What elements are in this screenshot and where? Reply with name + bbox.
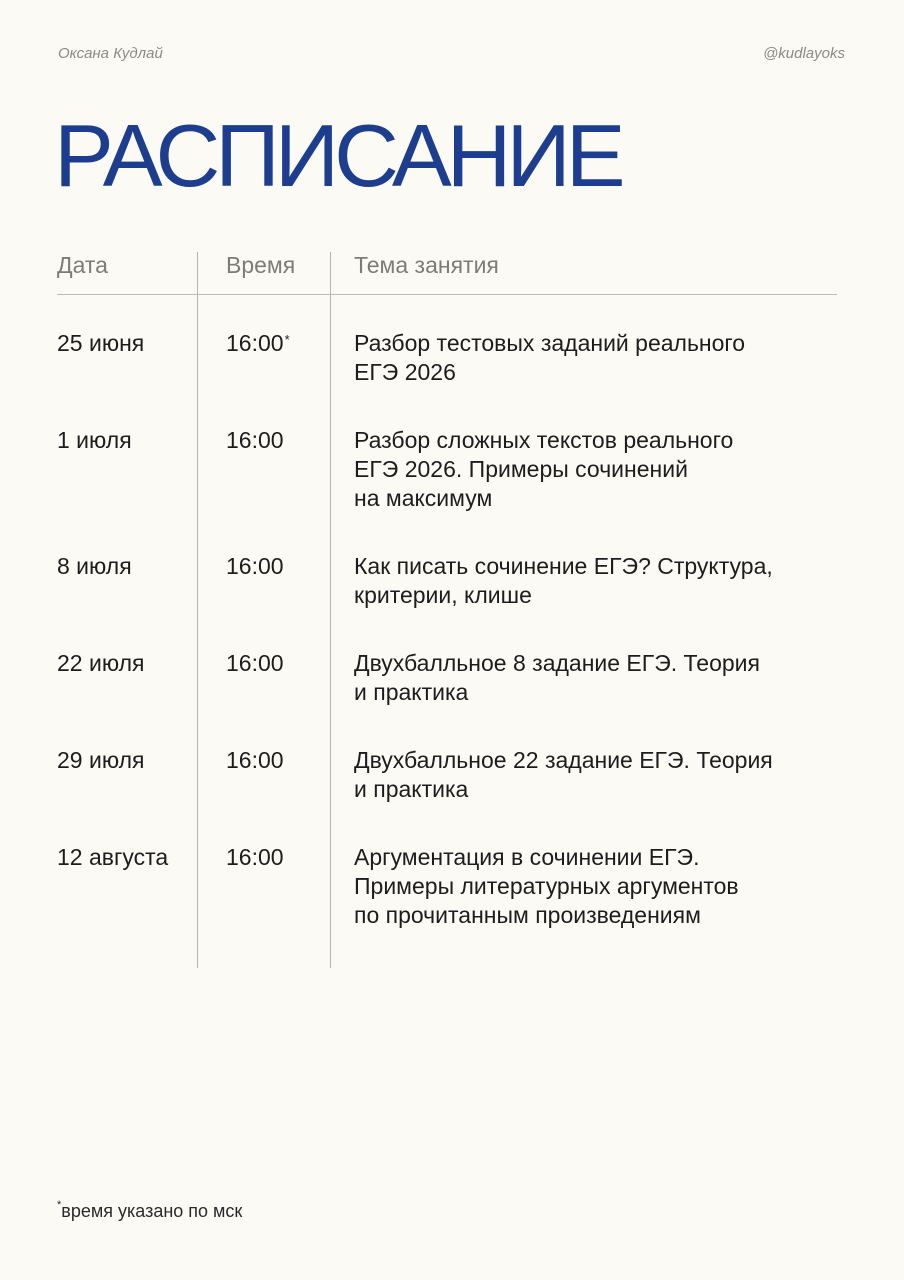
row-date: 29 июля [57, 747, 145, 773]
row-time: 16:00 [226, 844, 284, 870]
row-time: 16:00* [226, 330, 290, 356]
column-header-time: Время [226, 252, 296, 278]
row-topic: Двухбалльное 22 задание ЕГЭ. Теория и практика [354, 747, 773, 802]
header-divider [57, 294, 837, 295]
column-header-date: Дата [57, 252, 108, 278]
footnote-mark: * [57, 1199, 62, 1211]
row-topic: Разбор сложных текстов реального ЕГЭ 2026. Примеры сочинений на максимум [354, 427, 734, 511]
row-topic: Разбор тестовых заданий реального ЕГЭ 2026 [354, 330, 746, 385]
row-time: 16:00 [226, 650, 284, 676]
row-date: 12 августа [57, 844, 169, 870]
row-date: 22 июля [57, 650, 145, 676]
row-date: 8 июля [57, 553, 132, 579]
row-time: 16:00 [226, 553, 284, 579]
row-time: 16:00 [226, 747, 284, 773]
author-name: Оксана Кудлай [58, 45, 163, 62]
time-footnote-mark: * [284, 332, 290, 347]
column-header-topic: Тема занятия [354, 252, 499, 278]
author-handle: @kudlayoks [763, 45, 845, 62]
page-title: РАСПИСАНИЕ [54, 106, 621, 205]
row-topic: Как писать сочинение ЕГЭ? Структура, критерии, клише [354, 553, 773, 608]
row-date: 25 июня [57, 330, 145, 356]
row-time: 16:00 [226, 427, 284, 453]
row-topic: Аргументация в сочинении ЕГЭ. Примеры литературных аргументов по прочитанным произведениям [354, 844, 739, 928]
footnote-text: время указано по мск [61, 1201, 243, 1221]
column-divider-1 [197, 252, 198, 968]
footnote [57, 1201, 242, 1222]
row-date: 1 июля [57, 427, 132, 453]
row-topic: Двухбалльное 8 задание ЕГЭ. Теория и практика [354, 650, 760, 705]
column-divider-2 [330, 252, 331, 968]
